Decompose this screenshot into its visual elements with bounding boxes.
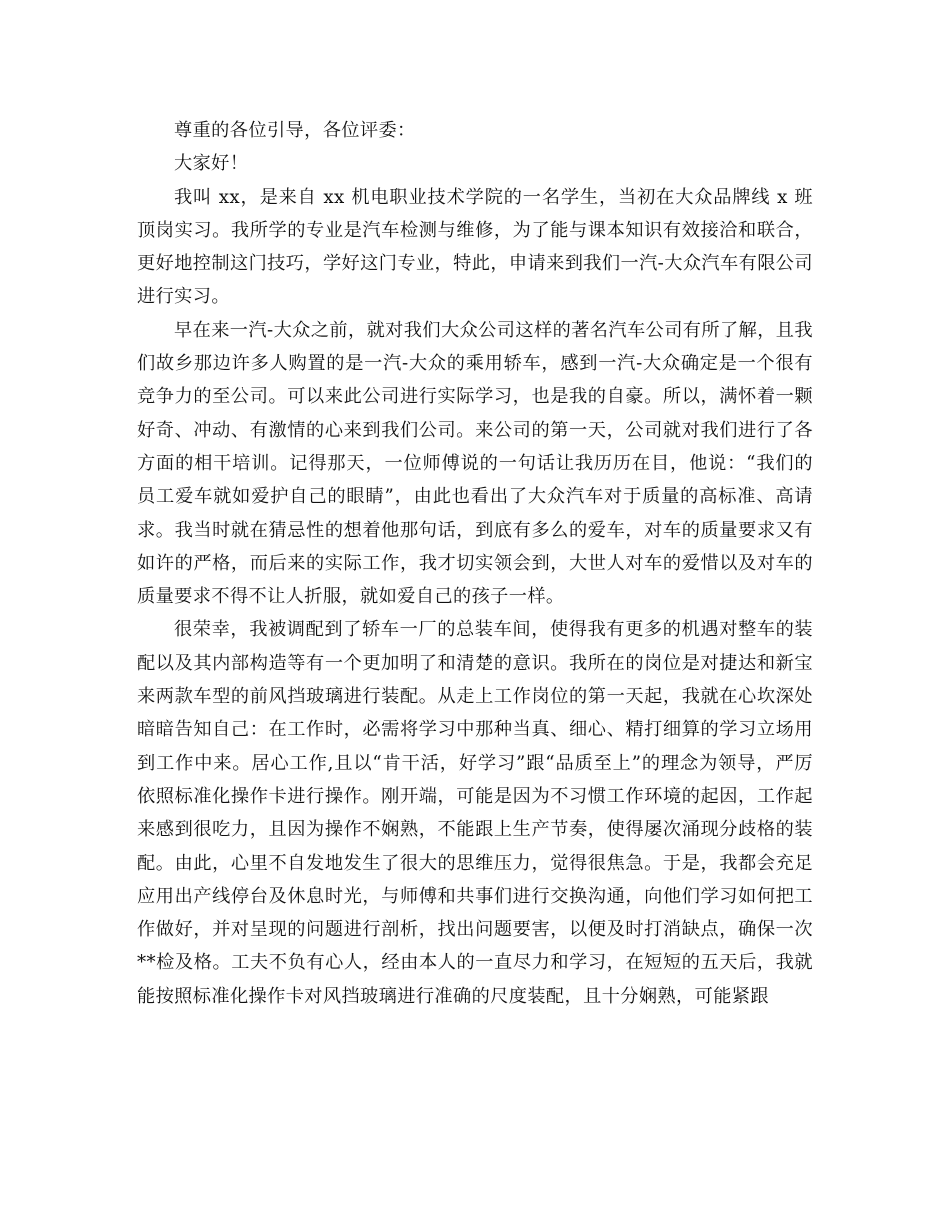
paragraph-assignment: 很荣幸，我被调配到了轿车一厂的总装车间，使得我有更多的机遇对整车的装配以及其内部构造等有一个更加明了和清楚的意识。我所在的岗位是对捷达和新宝来两款车型的前风挡玻璃进行装配。从走上工作岗位的第一天起，我就在心坎深处暗暗告知自己：在工作时，必需将学习中那种当真、细心、精打细算的学习立场用到工作中来。居心工作,且以“肯干活，好学习”跟“品质至上”的理念为领导，严厉依照标准化操作卡进行操作。刚开端，可能是因为不习惯工作环境的起因，工作起来感到很吃力，且因为操作不娴熟，不能跟上生产节奏，使得屡次涌现分歧格的装配。由此，心里不自发地发生了很大的思维压力，觉得很焦急。于是，我都会充足应用出产线停台及休息时光，与师傅和共事们进行交换沟通，向他们学习如何把工作做好，并对呈现的问题进行剖析，找出问题要害，以便及时打消缺点，确保一次**检及格。工夫不负有心人，经由本人的一直尽力和学习，在短短的五天后，我就能按照标准化操作卡对风挡玻璃进行准确的尺度装配，且十分娴熟，可能紧跟 [137, 619, 813, 1007]
document-body [137, 114, 813, 1013]
salutation: 尊重的各位引导，各位评委： [174, 120, 416, 141]
greeting-line: 大家好！ [174, 153, 249, 175]
paragraph-impression: 早在来一汽-大众之前，就对我们大众公司这样的著名汽车公司有所了解，且我们故乡那边许多人购置的是一汽-大众的乘用轿车，感到一汽-大众确定是一个很有竞争力的至公司。可以来此公司进行实际学习，也是我的自豪。所以，满怀着一颗好奇、冲动、有激情的心来到我们公司。来公司的第一天，公司就对我们进行了各方面的相干培训。记得那天，一位师傅说的一句话让我历历在目，他说：“我们的员工爱车就如爱护自己的眼睛”，由此也看出了大众汽车对于质量的高标准、高请求。我当时就在猜忌性的想着他那句话，到底有多么的爱车，对车的质量要求又有如许的严格，而后来的实际工作，我才切实领会到，大世人对车的爱惜以及对车的质量要求不得不让人折服，就如爱自己的孩子一样。 [137, 319, 813, 608]
paragraph-intro: 我叫 xx，是来自 xx 机电职业技术学院的一名学生，当初在大众品牌线 x 班顶岗实习。我所学的专业是汽车检测与维修，为了能与课本知识有效接洽和联合，更好地控制这门技巧，学好这门专业，特此，申请来到我们一汽-大众汽车有限公司进行实习。 [137, 186, 813, 308]
